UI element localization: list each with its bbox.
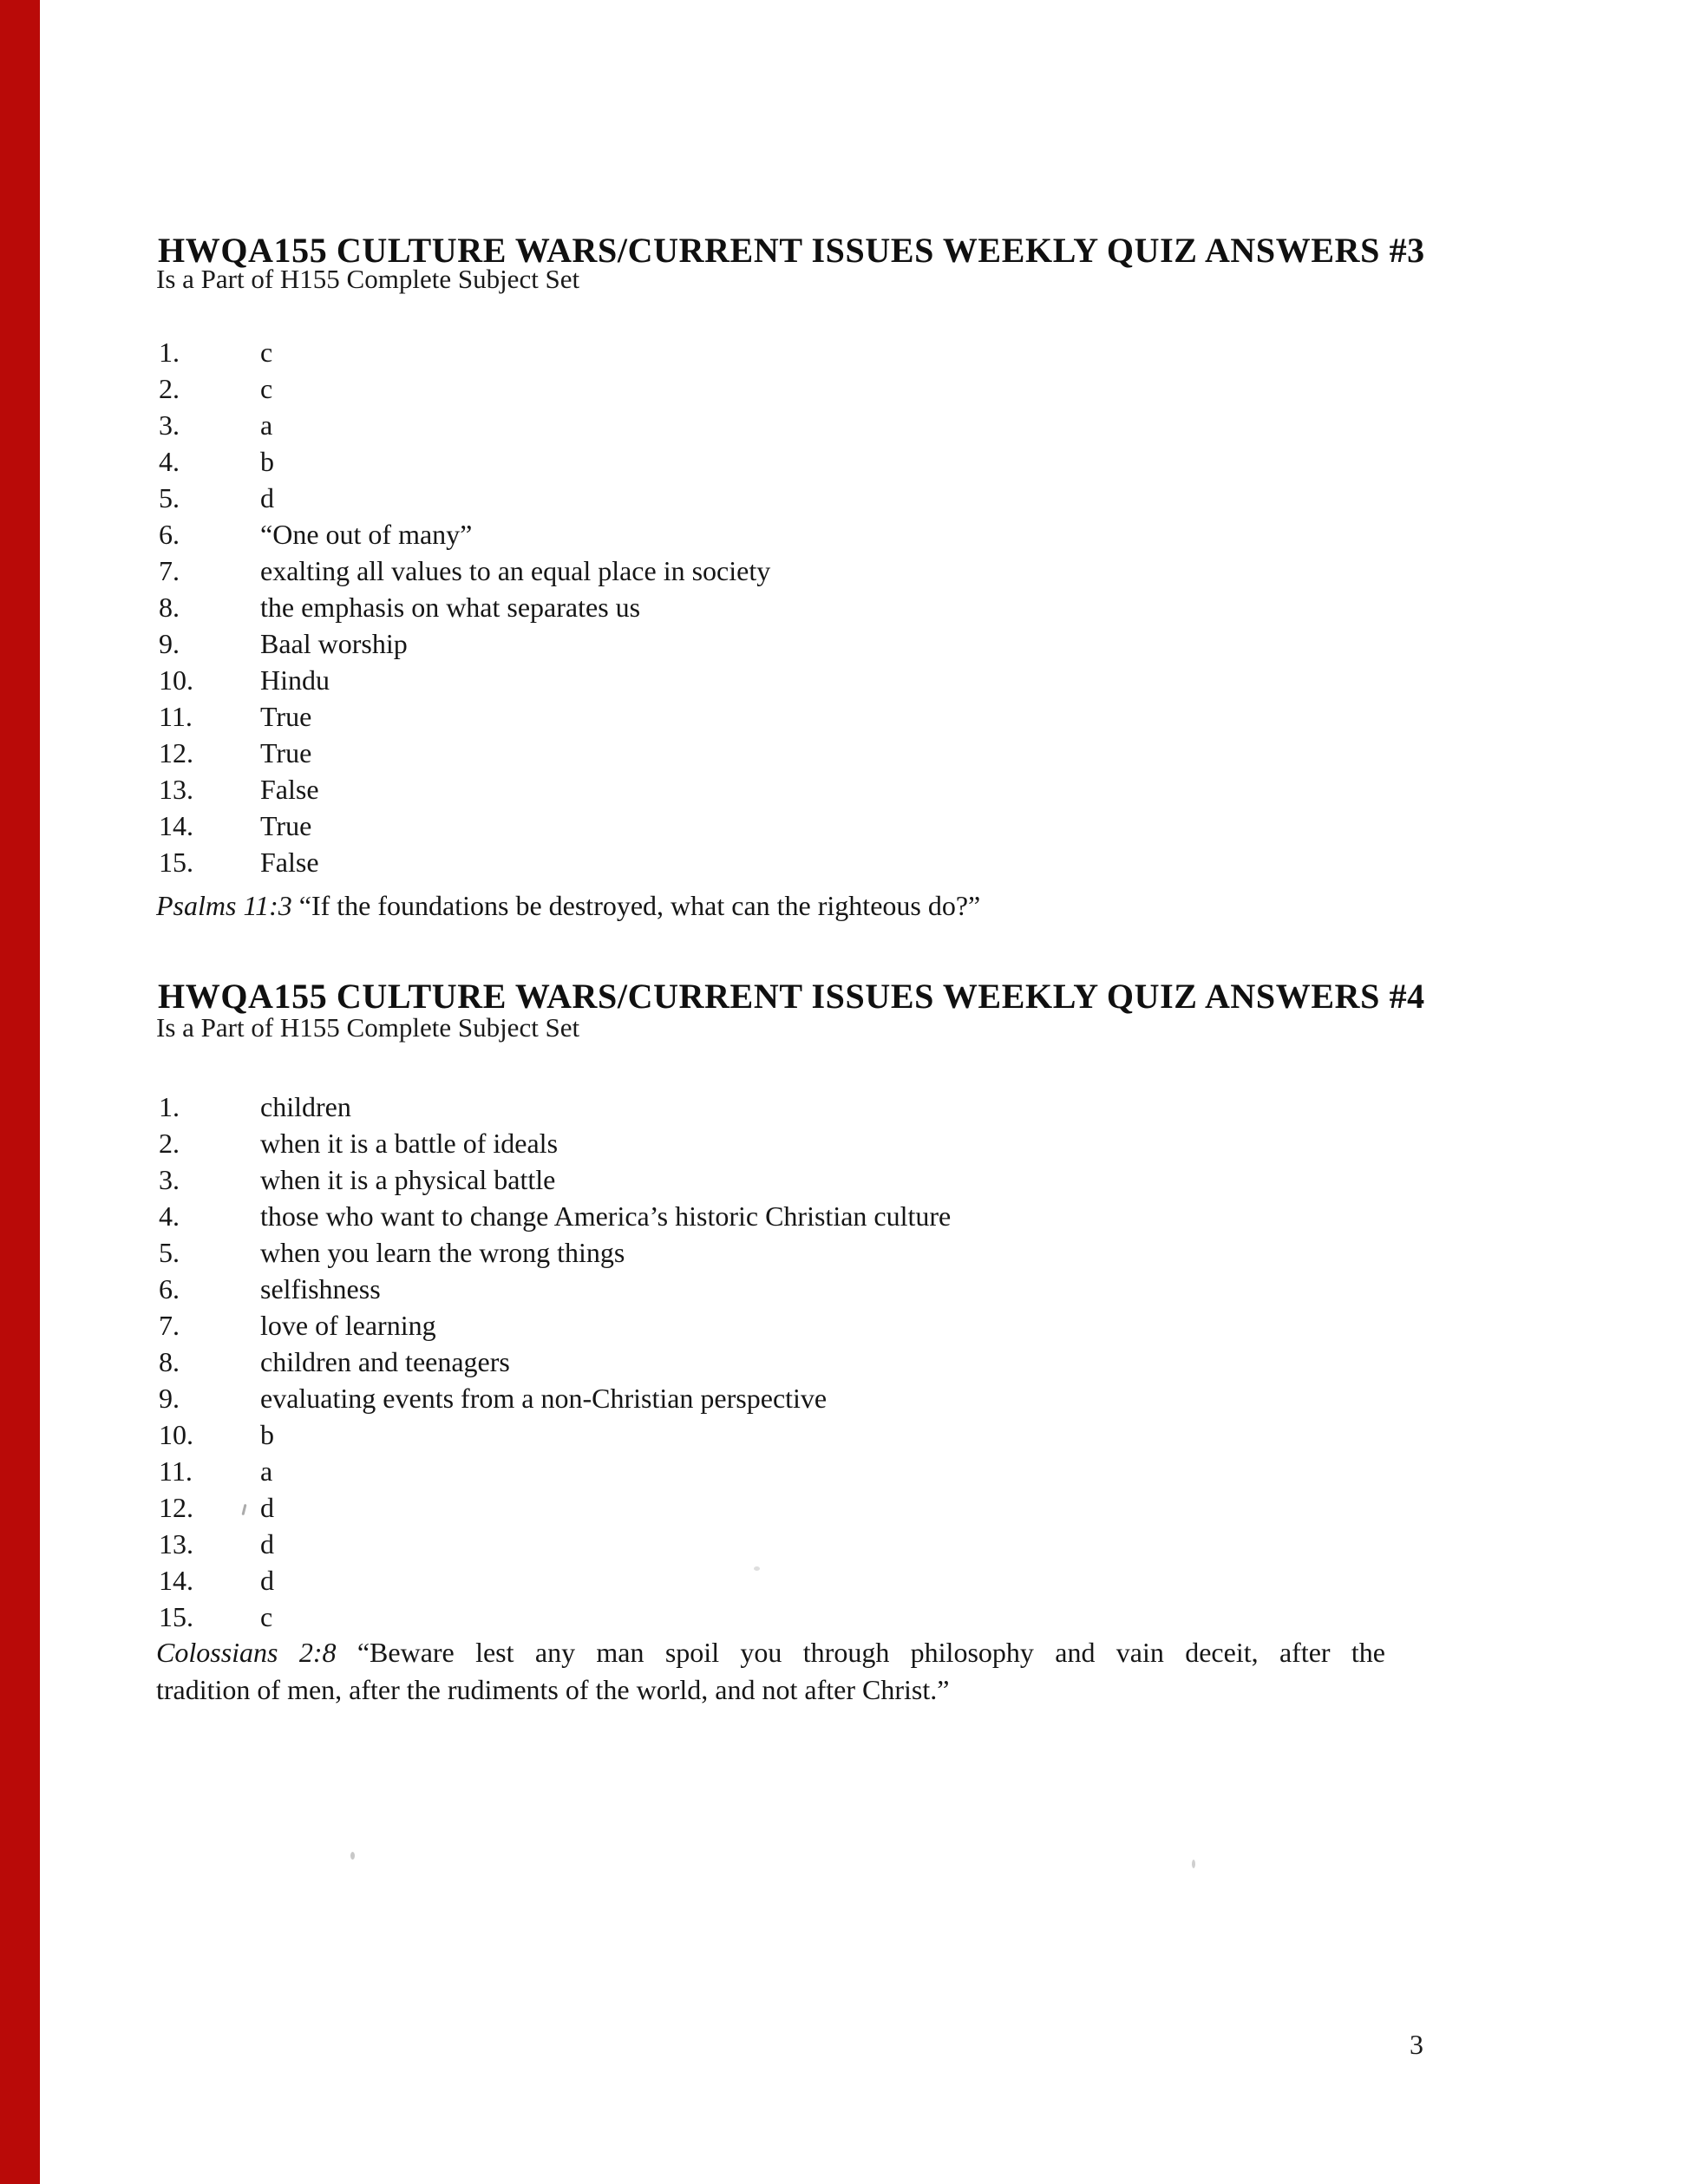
answer-text: when it is a physical battle: [260, 1164, 556, 1195]
answer-number: 15.: [159, 1601, 193, 1632]
verse-line: [156, 890, 980, 922]
page-number: 3: [1410, 2029, 1423, 2060]
answer-text: children: [260, 1091, 351, 1122]
answer-number: 2.: [159, 373, 180, 404]
answer-row: [159, 555, 770, 587]
answer-number: 3.: [159, 1164, 180, 1195]
verse-reference: Colossians 2:8: [156, 1637, 337, 1668]
answer-row: [159, 1565, 274, 1597]
answer-row: [159, 1237, 625, 1269]
answer-row: [159, 1528, 274, 1560]
answer-row: [159, 519, 472, 551]
answer-text: False: [260, 847, 319, 878]
verse-line: [156, 1671, 1385, 1709]
answer-text: Baal worship: [260, 628, 408, 659]
answer-row: [159, 1273, 381, 1305]
answer-row: [159, 847, 319, 879]
answer-text: c: [260, 373, 273, 404]
verse-reference: Psalms 11:3: [156, 890, 292, 921]
answer-number: 1.: [159, 1091, 180, 1122]
answer-row: [159, 1164, 555, 1196]
scan-speck: [1192, 1860, 1195, 1868]
answer-text: the emphasis on what separates us: [260, 592, 641, 623]
answer-number: 10.: [159, 1419, 193, 1450]
verse-line: [156, 1634, 1385, 1671]
answer-row: [159, 373, 272, 405]
verse-paragraph: [156, 1634, 1385, 1709]
answer-text: love of learning: [260, 1310, 436, 1341]
section-subtitle: Is a Part of H155 Complete Subject Set: [156, 1012, 580, 1043]
answer-row: [159, 1419, 274, 1451]
answer-number: 2.: [159, 1128, 180, 1159]
answer-row: [159, 628, 408, 660]
answer-number: 13.: [159, 774, 193, 805]
answer-number: 14.: [159, 810, 193, 841]
answer-text: d: [260, 1492, 274, 1523]
answer-number: 8.: [159, 592, 180, 623]
answer-number: 12.: [159, 1492, 193, 1523]
answer-text: when you learn the wrong things: [260, 1237, 625, 1268]
answer-number: 4.: [159, 446, 180, 477]
answer-text: evaluating events from a non-Christian perspective: [260, 1383, 828, 1414]
answer-text: c: [260, 337, 273, 368]
answer-row: [159, 1455, 272, 1488]
answer-row: [159, 701, 311, 733]
binding-edge: [0, 0, 40, 2184]
answer-row: [159, 1091, 351, 1123]
answer-number: 8.: [159, 1346, 180, 1377]
answer-number: 9.: [159, 628, 180, 659]
answer-text: a: [260, 409, 273, 441]
answer-text: children and teenagers: [260, 1346, 510, 1377]
answer-row: [159, 337, 272, 369]
answer-text: False: [260, 774, 319, 805]
answer-row: [159, 774, 319, 806]
answer-number: 9.: [159, 1383, 180, 1414]
answer-text: “One out of many”: [260, 519, 473, 550]
answer-text: selfishness: [260, 1273, 381, 1305]
answer-text: those who want to change America’s historic Christian culture: [260, 1200, 952, 1232]
answer-number: 11.: [159, 701, 193, 732]
answer-row: [159, 1310, 436, 1342]
answer-row: [159, 482, 274, 514]
answer-row: [159, 1492, 274, 1524]
answer-row: [159, 810, 311, 842]
answer-row: [159, 737, 311, 769]
answer-text: exalting all values to an equal place in society: [260, 555, 771, 586]
answer-number: 10.: [159, 664, 193, 696]
answer-text: b: [260, 446, 274, 477]
answer-number: 13.: [159, 1528, 193, 1560]
answer-number: 15.: [159, 847, 193, 878]
scan-speck: [754, 1566, 760, 1571]
answer-number: 3.: [159, 409, 180, 441]
verse-text: tradition of men, after the rudiments of the world, and not after Christ.”: [156, 1674, 950, 1705]
answer-row: [159, 1346, 510, 1378]
answer-row: [159, 1128, 558, 1160]
answer-number: 7.: [159, 1310, 180, 1341]
answer-text: True: [260, 810, 312, 841]
answer-text: when it is a battle of ideals: [260, 1128, 559, 1159]
answer-row: [159, 1383, 827, 1415]
answer-text: Hindu: [260, 664, 330, 696]
answer-row: [159, 592, 640, 624]
answer-number: 12.: [159, 737, 193, 768]
section-title: HWQA155 CULTURE WARS/CURRENT ISSUES WEEKLY QUIZ ANSWERS #3: [158, 231, 1425, 270]
answer-text: True: [260, 737, 312, 768]
answer-row: [159, 1601, 272, 1633]
answer-row: [159, 409, 272, 441]
answer-number: 5.: [159, 482, 180, 513]
answer-number: 6.: [159, 519, 180, 550]
verse-text: “If the foundations be destroyed, what can the righteous do?”: [298, 890, 981, 921]
answer-row: [159, 1200, 951, 1233]
answer-row: [159, 664, 330, 696]
section-subtitle: Is a Part of H155 Complete Subject Set: [156, 264, 580, 294]
answer-number: 6.: [159, 1273, 180, 1305]
answer-text: a: [260, 1455, 273, 1487]
answer-text: d: [260, 1565, 274, 1596]
section-title: HWQA155 CULTURE WARS/CURRENT ISSUES WEEKLY QUIZ ANSWERS #4: [158, 977, 1425, 1016]
answer-number: 5.: [159, 1237, 180, 1268]
answer-number: 4.: [159, 1200, 180, 1232]
answer-text: True: [260, 701, 312, 732]
answer-text: c: [260, 1601, 273, 1632]
answer-text: b: [260, 1419, 274, 1450]
answer-number: 1.: [159, 337, 180, 368]
answer-row: [159, 446, 274, 478]
answer-text: d: [260, 1528, 274, 1560]
answer-text: d: [260, 482, 274, 513]
verse-text: “Beware lest any man spoil you through philosophy and vain deceit, after the: [357, 1637, 1386, 1668]
scan-speck: [350, 1852, 355, 1860]
answer-number: 14.: [159, 1565, 193, 1596]
answer-number: 11.: [159, 1455, 193, 1487]
answer-number: 7.: [159, 555, 180, 586]
